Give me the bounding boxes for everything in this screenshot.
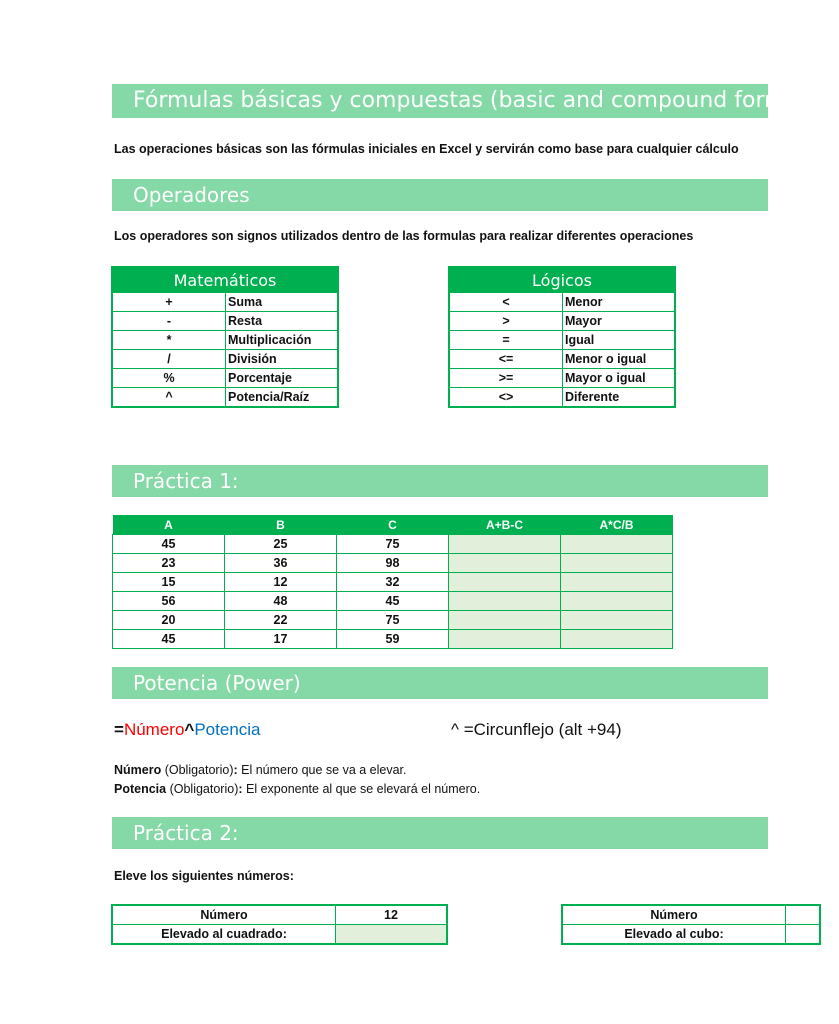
table-row [113,592,673,611]
answer-cell-sum[interactable] [449,573,561,592]
table-row [562,925,820,945]
table-row [112,331,338,350]
table-row [449,369,675,388]
operator-label[interactable]: Porcentaje [226,369,339,388]
cell-a[interactable]: 20 [113,611,225,630]
practica2-heading-band [112,817,768,849]
cell-b[interactable]: 17 [225,630,337,649]
answer-cell-product[interactable] [561,611,673,630]
cube-table [561,904,821,945]
operator-label[interactable]: Mayor [563,312,676,331]
table-row [112,293,338,312]
operator-label[interactable]: Diferente [563,388,676,408]
table-row [449,312,675,331]
power-formula [114,720,261,740]
caret-note: ^ =Circunflejo (alt +94) [451,720,622,739]
logicos-title: Lógicos [449,267,675,293]
formula-potencia: Potencia [194,720,261,739]
def-text: El exponente al que se elevará el número. [242,782,481,796]
practica2-heading: Práctica 2: [133,821,239,845]
table-row [113,573,673,592]
table-header-row [113,515,673,535]
column-header[interactable]: A+B-C [449,515,561,535]
operator-symbol[interactable]: >= [449,369,563,388]
cell-a[interactable]: 15 [113,573,225,592]
cell-b[interactable]: 22 [225,611,337,630]
operadores-heading-band [112,179,768,211]
cube-table-clip [561,904,724,948]
page-title-band [112,84,839,118]
table-row [112,388,338,408]
definition-numero [114,763,407,777]
operator-label[interactable]: Suma [226,293,339,312]
logicos-table [448,266,676,408]
formula-numero: Número [123,720,185,739]
table-row [449,388,675,408]
practica1-heading-band [112,465,768,497]
table-row [113,554,673,573]
cubed-label[interactable]: Elevado al cubo: [562,925,786,945]
operator-label[interactable]: Menor [563,293,676,312]
def-paren: (Obligatorio) [161,763,234,777]
cell-b[interactable]: 48 [225,592,337,611]
numero-label[interactable]: Número [112,905,336,925]
cell-c[interactable]: 75 [337,611,449,630]
cell-c[interactable]: 32 [337,573,449,592]
practica1-table [112,515,673,649]
matematicos-title: Matemáticos [112,267,338,293]
cell-b[interactable]: 36 [225,554,337,573]
operator-symbol[interactable]: = [449,331,563,350]
def-term: Número [114,763,162,777]
def-colon: : [233,763,238,777]
practica1-heading: Práctica 1: [133,469,239,493]
answer-cell-sum[interactable] [449,592,561,611]
definition-potencia [114,782,480,796]
table-row [449,331,675,350]
answer-cell-sum[interactable] [449,611,561,630]
table-row [113,611,673,630]
cell-a[interactable]: 45 [113,630,225,649]
operator-symbol[interactable]: - [112,312,226,331]
potencia-heading-band [112,667,768,699]
answer-cell-sum[interactable] [449,535,561,554]
operator-symbol[interactable]: ^ [112,388,226,408]
page-title: Fórmulas básicas y compuestas (basic and compound formulas) [133,88,839,113]
cell-c[interactable]: 75 [337,535,449,554]
operator-label[interactable]: Potencia/Raíz [226,388,339,408]
cell-c[interactable]: 45 [337,592,449,611]
cell-a[interactable]: 56 [113,592,225,611]
operator-symbol[interactable]: / [112,350,226,369]
def-term: Potencia [114,782,167,796]
numero-value[interactable] [786,905,821,925]
squared-label[interactable]: Elevado al cuadrado: [112,925,336,945]
cell-b[interactable]: 25 [225,535,337,554]
practica2-instruction: Eleve los siguientes números: [114,869,294,883]
def-text: El número que se va a elevar. [237,763,407,777]
column-header[interactable]: B [225,515,337,535]
potencia-heading: Potencia (Power) [133,671,301,695]
cell-b[interactable]: 12 [225,573,337,592]
formula-caret: ^ [184,720,195,739]
table-row [449,350,675,369]
operator-symbol[interactable]: * [112,331,226,350]
answer-cell-product[interactable] [561,554,673,573]
numero-value[interactable]: 12 [336,905,448,925]
operator-symbol[interactable]: % [112,369,226,388]
table-row [113,535,673,554]
def-colon: : [238,782,243,796]
cell-a[interactable]: 23 [113,554,225,573]
numero-label[interactable]: Número [562,905,786,925]
table-row [113,630,673,649]
table-row [562,905,820,925]
operator-symbol[interactable]: > [449,312,563,331]
table-row [449,293,675,312]
squared-answer-cell[interactable] [336,925,448,945]
operadores-desc: Los operadores son signos utilizados dentro de las formulas para realizar diferentes operaciones [114,229,694,243]
table-row [112,369,338,388]
answer-cell-sum[interactable] [449,630,561,649]
cell-c[interactable]: 98 [337,554,449,573]
operator-symbol[interactable]: < [449,293,563,312]
table-row [112,905,447,925]
column-header[interactable]: A*C/B [561,515,673,535]
def-paren: (Obligatorio) [166,782,239,796]
answer-cell-product[interactable] [561,573,673,592]
cubed-answer-cell[interactable] [786,925,821,945]
table-row [112,312,338,331]
answer-cell-product[interactable] [561,535,673,554]
operator-symbol[interactable]: <= [449,350,563,369]
answer-cell-product[interactable] [561,592,673,611]
column-header[interactable]: C [337,515,449,535]
answer-cell-sum[interactable] [449,554,561,573]
operator-label[interactable]: Igual [563,331,676,350]
operator-label[interactable]: Resta [226,312,339,331]
operator-label[interactable]: División [226,350,339,369]
square-table [111,904,448,945]
column-header[interactable]: A [113,515,225,535]
answer-cell-product[interactable] [561,630,673,649]
operator-label[interactable]: Mayor o igual [563,369,676,388]
operator-label[interactable]: Multiplicación [226,331,339,350]
table-row [112,350,338,369]
formula-equals: = [114,720,124,739]
operator-symbol[interactable]: <> [449,388,563,408]
intro-text: Las operaciones básicas son las fórmulas iniciales en Excel y servirán como base para cualquier cálculo [114,142,739,156]
matematicos-table [111,266,339,408]
operator-symbol[interactable]: + [112,293,226,312]
cell-a[interactable]: 45 [113,535,225,554]
table-row [112,925,447,945]
cell-c[interactable]: 59 [337,630,449,649]
operadores-heading: Operadores [133,183,250,207]
operator-label[interactable]: Menor o igual [563,350,676,369]
